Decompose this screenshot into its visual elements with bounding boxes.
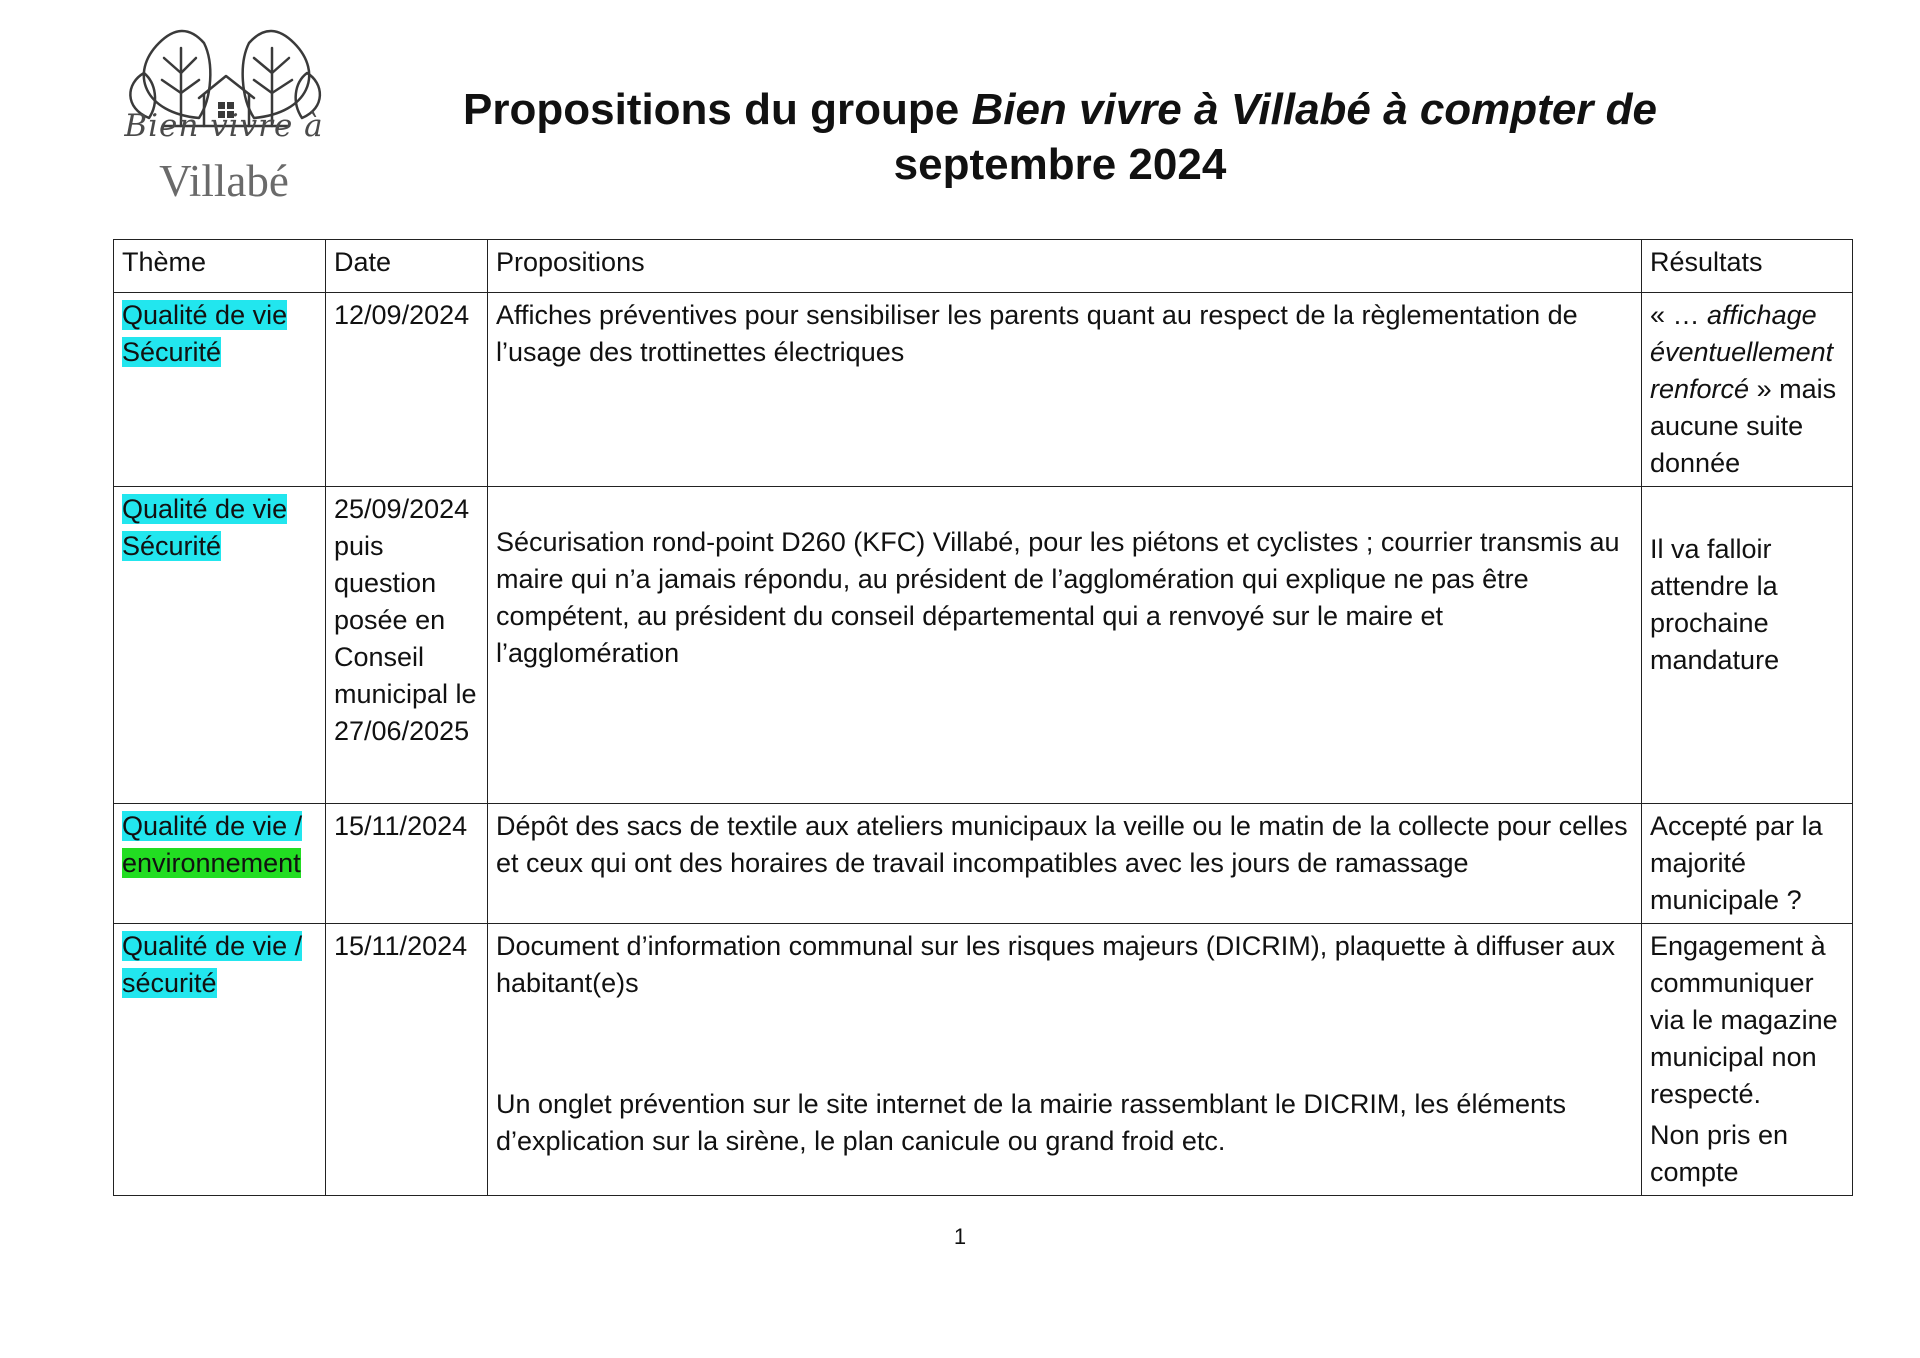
- proposition-text-1: Document d’information communal sur les risques majeurs (DICRIM), plaquette à diffuser aux habitant(e)s: [496, 931, 1615, 998]
- theme-cell: [114, 924, 326, 1196]
- result-cell: [1642, 924, 1853, 1196]
- proposition-text-2: Un onglet prévention sur le site internet de la mairie rassemblant le DICRIM, les éléments d’explication sur la sirène, le plan canicule ou grand froid etc.: [496, 1089, 1566, 1156]
- title-line-1: [380, 82, 1740, 137]
- result-text-1: Engagement à communiquer via le magazine municipal non respecté.: [1650, 931, 1838, 1109]
- logo: [104, 18, 344, 210]
- theme-line-2: sécurité: [122, 968, 217, 998]
- theme-cell: [114, 804, 326, 924]
- table-row: [114, 924, 1853, 1196]
- header-theme: Thème: [114, 240, 326, 293]
- header-propositions: Propositions: [488, 240, 1642, 293]
- result-cell: [1642, 487, 1853, 804]
- theme-cell: [114, 487, 326, 804]
- theme-line-1: Qualité de vie: [122, 494, 288, 524]
- propositions-table: [113, 239, 1853, 1196]
- result-close: » mais aucune suite donnée: [1650, 374, 1837, 478]
- proposition-cell: Dépôt des sacs de textile aux ateliers municipaux la veille ou le matin de la collecte pour celles et ceux qui ont des horaires de travail incompatibles avec les jours de ramassage: [488, 804, 1642, 924]
- result-italic: affichage éventuellement renforcé: [1650, 300, 1834, 404]
- date-cell: 12/09/2024: [326, 293, 488, 487]
- proposition-cell: Affiches préventives pour sensibiliser les parents quant au respect de la règlementation de l’usage des trottinettes électriques: [488, 293, 1642, 487]
- title-line-2: septembre 2024: [893, 140, 1227, 189]
- theme-line-1: Qualité de vie: [122, 300, 288, 330]
- theme-line-2: Sécurité: [122, 337, 222, 367]
- logo-name-text: Villabé: [159, 156, 289, 206]
- result-open: « …: [1650, 300, 1708, 330]
- result-text: Il va falloir attendre la prochaine mandature: [1650, 534, 1780, 675]
- result-cell: Accepté par la majorité municipale ?: [1642, 804, 1853, 924]
- theme-line-1: Qualité de vie /: [122, 931, 303, 961]
- date-cell: 15/11/2024: [326, 924, 488, 1196]
- result-cell: [1642, 293, 1853, 487]
- theme-cell: [114, 293, 326, 487]
- table-row: [114, 487, 1853, 804]
- page-number: 1: [953, 1224, 967, 1249]
- date-cell: 15/11/2024: [326, 804, 488, 924]
- proposition-text: Sécurisation rond-point D260 (KFC) Villabé, pour les piétons et cyclistes ; courrier transmis au maire qui n’a jamais répondu, au président de l’agglomération qui explique ne pas être compétent, au président du conseil départemental qui a renvoyé sur le maire et l’agglomération: [496, 527, 1620, 668]
- header-resultats: Résultats: [1642, 240, 1853, 293]
- title-group-name: Bien vivre à Villabé à compter de: [971, 85, 1657, 134]
- table-row: [114, 804, 1853, 924]
- table-row: [114, 293, 1853, 487]
- date-cell: 25/09/2024 puis question posée en Conseil municipal le 27/06/2025: [326, 487, 488, 804]
- logo-script-text: Bien vivre à: [124, 108, 324, 144]
- page-title: [380, 82, 1740, 192]
- table-header-row: [114, 240, 1853, 293]
- header-date: Date: [326, 240, 488, 293]
- result-text-2: Non pris en compte: [1650, 1120, 1789, 1187]
- title-part1: Propositions du groupe: [463, 85, 972, 134]
- proposition-cell: [488, 487, 1642, 804]
- theme-line-1: Qualité de vie /: [122, 811, 303, 841]
- theme-line-2: Sécurité: [122, 531, 222, 561]
- proposition-cell: [488, 924, 1642, 1196]
- theme-line-2: environnement: [122, 848, 301, 878]
